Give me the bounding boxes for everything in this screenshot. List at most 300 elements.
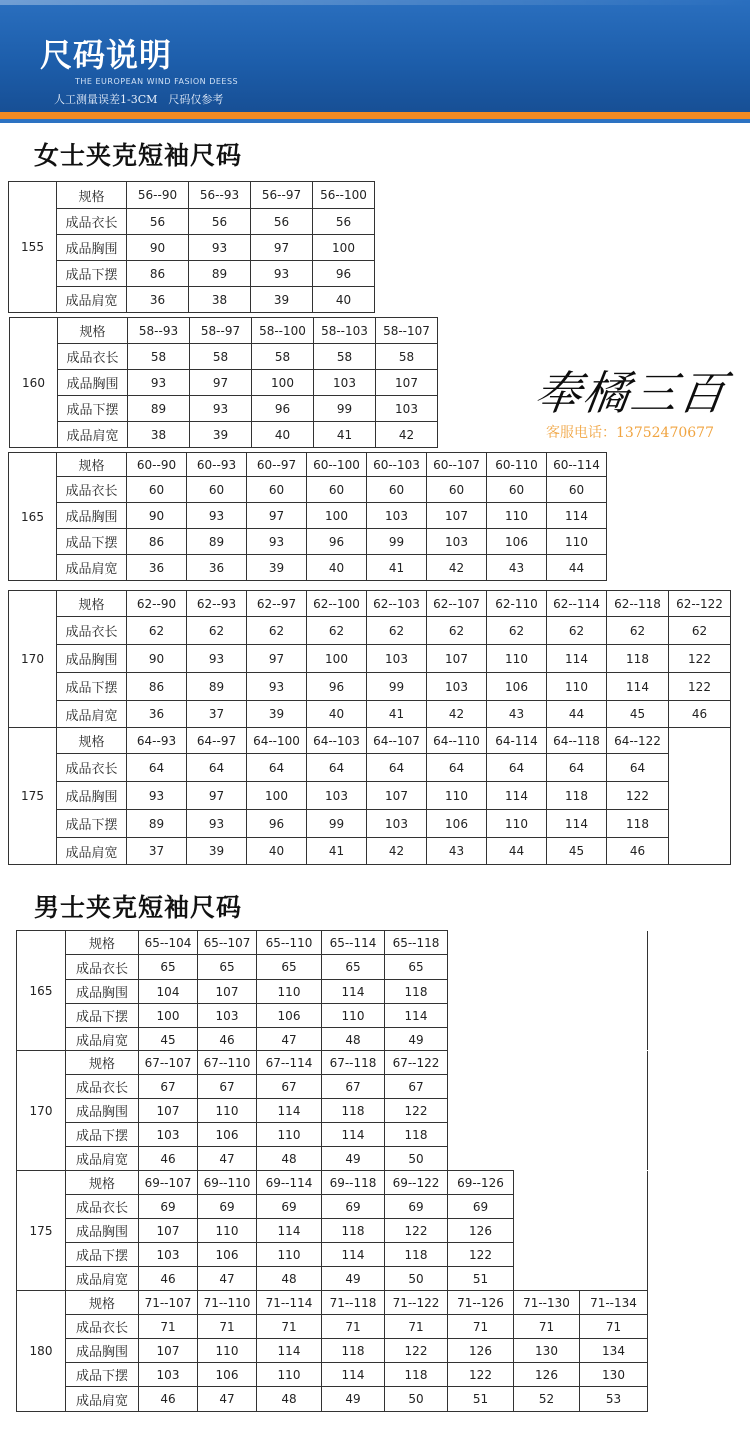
size-header: 71--107 xyxy=(139,1291,198,1315)
cell-value: 62 xyxy=(187,617,247,645)
row-label: 成品肩宽 xyxy=(57,555,127,581)
size-header: 62--97 xyxy=(247,591,307,617)
size-header: 58--100 xyxy=(252,318,314,344)
cell-value: 107 xyxy=(139,1099,198,1123)
header-orange-stripe xyxy=(0,112,750,119)
cell-value: 93 xyxy=(187,503,247,529)
cell-value: 36 xyxy=(187,555,247,581)
size-header: 56--90 xyxy=(127,182,189,209)
cell-value: 42 xyxy=(367,838,427,865)
cell-value: 93 xyxy=(127,782,187,810)
row-label: 成品衣长 xyxy=(66,1075,139,1099)
service-phone: 客服电话：13752470677 xyxy=(546,425,714,441)
cell-value: 42 xyxy=(376,422,438,448)
cell-value: 89 xyxy=(187,673,247,701)
cell-value: 71 xyxy=(322,1315,385,1339)
table-row xyxy=(10,396,438,422)
women-section-title: 女士夹克短袖尺码 xyxy=(34,141,243,170)
row-label: 成品下摆 xyxy=(66,1123,139,1147)
size-header: 69--107 xyxy=(139,1171,198,1195)
cell-value: 118 xyxy=(385,1363,448,1387)
cell-value: 107 xyxy=(427,645,487,673)
cell-value: 93 xyxy=(251,261,313,287)
size-header: 64--110 xyxy=(427,728,487,754)
cell-value: 39 xyxy=(251,287,313,313)
cell-value: 50 xyxy=(385,1387,448,1412)
cell-value: 64 xyxy=(427,754,487,782)
spec-label: 规格 xyxy=(66,1171,139,1195)
cell-value: 126 xyxy=(448,1339,514,1363)
cell-value: 100 xyxy=(139,1004,198,1028)
cell-value: 107 xyxy=(198,980,257,1004)
cell-value: 106 xyxy=(198,1243,257,1267)
row-label: 成品衣长 xyxy=(57,477,127,503)
size-header: 64--118 xyxy=(547,728,607,754)
cell-value: 49 xyxy=(322,1147,385,1171)
cell-value: 62 xyxy=(307,617,367,645)
cell-value: 110 xyxy=(487,645,547,673)
row-label: 成品肩宽 xyxy=(66,1147,139,1171)
cell-value: 118 xyxy=(385,1123,448,1147)
size-header: 62--114 xyxy=(547,591,607,617)
cell-value: 46 xyxy=(198,1028,257,1052)
cell-value: 118 xyxy=(385,1243,448,1267)
cell-value: 69 xyxy=(385,1195,448,1219)
table-row xyxy=(10,422,438,448)
cell-value: 58 xyxy=(376,344,438,370)
cell-value: 67 xyxy=(139,1075,198,1099)
cell-value: 89 xyxy=(189,261,251,287)
height-cell: 170 xyxy=(17,1051,66,1171)
size-header: 64-114 xyxy=(487,728,547,754)
row-label: 成品下摆 xyxy=(66,1004,139,1028)
cell-value: 60 xyxy=(307,477,367,503)
cell-value: 60 xyxy=(427,477,487,503)
cell-value: 58 xyxy=(190,344,252,370)
spec-label: 规格 xyxy=(66,1291,139,1315)
row-label: 成品下摆 xyxy=(57,673,127,701)
cell-value: 89 xyxy=(187,529,247,555)
row-label: 成品肩宽 xyxy=(66,1267,139,1291)
size-header: 58--103 xyxy=(314,318,376,344)
size-header: 65--107 xyxy=(198,931,257,955)
size-header: 60--90 xyxy=(127,453,187,477)
cell-value: 122 xyxy=(448,1243,514,1267)
cell-value: 65 xyxy=(385,955,448,980)
cell-value: 114 xyxy=(257,1339,322,1363)
size-header: 69--126 xyxy=(448,1171,514,1195)
size-header: 71--130 xyxy=(514,1291,580,1315)
cell-value: 99 xyxy=(367,673,427,701)
cell-value: 130 xyxy=(514,1339,580,1363)
cell-value: 71 xyxy=(257,1315,322,1339)
cell-value: 71 xyxy=(385,1315,448,1339)
women-size-table-175 xyxy=(8,727,731,865)
cell-value: 110 xyxy=(198,1219,257,1243)
cell-value: 93 xyxy=(190,396,252,422)
women-size-table-165 xyxy=(8,452,607,581)
size-header: 62--100 xyxy=(307,591,367,617)
cell-value: 103 xyxy=(367,503,427,529)
cell-value: 47 xyxy=(257,1028,322,1052)
cell-value: 71 xyxy=(198,1315,257,1339)
cell-value: 64 xyxy=(547,754,607,782)
cell-value: 40 xyxy=(307,555,367,581)
size-header: 67--107 xyxy=(139,1051,198,1075)
cell-value: 42 xyxy=(427,555,487,581)
cell-value: 65 xyxy=(322,955,385,980)
cell-value: 118 xyxy=(385,980,448,1004)
row-label: 成品下摆 xyxy=(57,810,127,838)
cell-value: 103 xyxy=(139,1363,198,1387)
cell-value: 41 xyxy=(367,701,427,728)
cell-value: 67 xyxy=(322,1075,385,1099)
cell-value: 118 xyxy=(607,810,669,838)
cell-value: 103 xyxy=(307,782,367,810)
cell-value: 100 xyxy=(247,782,307,810)
size-header: 71--126 xyxy=(448,1291,514,1315)
row-label: 成品肩宽 xyxy=(57,701,127,728)
cell-value: 114 xyxy=(257,1219,322,1243)
row-label: 成品衣长 xyxy=(66,955,139,980)
table-row xyxy=(9,782,731,810)
size-header: 62--90 xyxy=(127,591,187,617)
table-row xyxy=(9,754,731,782)
cell-value: 93 xyxy=(187,810,247,838)
spec-label: 规格 xyxy=(57,591,127,617)
height-cell: 180 xyxy=(17,1291,66,1412)
size-header: 69--114 xyxy=(257,1171,322,1195)
row-label: 成品胸围 xyxy=(66,980,139,1004)
size-header: 64--97 xyxy=(187,728,247,754)
cell-value: 60 xyxy=(487,477,547,503)
cell-value: 51 xyxy=(448,1387,514,1412)
cell-value: 126 xyxy=(514,1363,580,1387)
cell-value: 103 xyxy=(427,529,487,555)
cell-value: 37 xyxy=(187,701,247,728)
size-header: 58--93 xyxy=(128,318,190,344)
row-label: 成品下摆 xyxy=(57,529,127,555)
header-subtitle: THE EUROPEAN WIND FASION DEESS xyxy=(75,77,239,86)
cell-value: 97 xyxy=(247,503,307,529)
spec-label: 规格 xyxy=(57,453,127,477)
cell-value: 69 xyxy=(257,1195,322,1219)
row-label: 成品胸围 xyxy=(66,1099,139,1123)
cell-value: 56 xyxy=(313,209,375,235)
cell-value: 118 xyxy=(547,782,607,810)
cell-value: 103 xyxy=(367,645,427,673)
cell-value: 114 xyxy=(547,810,607,838)
cell-value: 114 xyxy=(547,503,607,529)
cell-value: 100 xyxy=(252,370,314,396)
cell-value: 60 xyxy=(127,477,187,503)
size-header: 64--93 xyxy=(127,728,187,754)
height-cell: 175 xyxy=(17,1171,66,1291)
cell-value: 64 xyxy=(187,754,247,782)
cell-value: 130 xyxy=(580,1363,648,1387)
size-header: 64--100 xyxy=(247,728,307,754)
cell-value: 71 xyxy=(448,1315,514,1339)
cell-value: 107 xyxy=(367,782,427,810)
size-header: 62--107 xyxy=(427,591,487,617)
cell-value: 97 xyxy=(251,235,313,261)
size-header: 60-110 xyxy=(487,453,547,477)
cell-value: 103 xyxy=(376,396,438,422)
table-row xyxy=(9,287,375,313)
cell-value: 64 xyxy=(127,754,187,782)
cell-value: 134 xyxy=(580,1339,648,1363)
cell-value: 64 xyxy=(367,754,427,782)
height-cell: 175 xyxy=(9,728,57,865)
size-header: 64--122 xyxy=(607,728,669,754)
cell-value: 107 xyxy=(139,1339,198,1363)
cell-value: 56 xyxy=(251,209,313,235)
row-label: 成品衣长 xyxy=(66,1315,139,1339)
cell-value: 62 xyxy=(127,617,187,645)
size-header: 67--114 xyxy=(257,1051,322,1075)
cell-value: 103 xyxy=(198,1004,257,1028)
spec-label: 规格 xyxy=(66,1051,139,1075)
size-header: 71--118 xyxy=(322,1291,385,1315)
cell-value: 65 xyxy=(257,955,322,980)
size-header: 64--103 xyxy=(307,728,367,754)
table-row xyxy=(17,1363,648,1387)
cell-value: 64 xyxy=(247,754,307,782)
cell-value: 45 xyxy=(547,838,607,865)
cell-value: 122 xyxy=(385,1219,448,1243)
cell-value: 62 xyxy=(607,617,669,645)
row-label: 成品下摆 xyxy=(57,261,127,287)
cell-value: 93 xyxy=(247,529,307,555)
table-row xyxy=(9,209,375,235)
size-header: 65--118 xyxy=(385,931,448,955)
cell-value: 62 xyxy=(547,617,607,645)
cell-value: 39 xyxy=(190,422,252,448)
cell-value: 90 xyxy=(127,235,189,261)
cell-value: 58 xyxy=(252,344,314,370)
table-row xyxy=(9,529,607,555)
height-cell: 155 xyxy=(9,182,57,313)
empty-cell xyxy=(448,931,648,1052)
cell-value: 114 xyxy=(322,1123,385,1147)
row-label: 成品衣长 xyxy=(58,344,128,370)
cell-value: 47 xyxy=(198,1147,257,1171)
size-header: 67--118 xyxy=(322,1051,385,1075)
size-header: 62-110 xyxy=(487,591,547,617)
cell-value: 86 xyxy=(127,261,189,287)
cell-value: 114 xyxy=(322,980,385,1004)
cell-value: 48 xyxy=(257,1387,322,1412)
cell-value: 65 xyxy=(139,955,198,980)
cell-value: 56 xyxy=(127,209,189,235)
cell-value: 44 xyxy=(487,838,547,865)
row-label: 成品胸围 xyxy=(57,782,127,810)
cell-value: 46 xyxy=(139,1387,198,1412)
cell-value: 118 xyxy=(322,1219,385,1243)
table-row xyxy=(9,235,375,261)
cell-value: 71 xyxy=(139,1315,198,1339)
header-note: 人工测量误差1-3CM 尺码仅参考 xyxy=(54,93,224,106)
cell-value: 48 xyxy=(257,1267,322,1291)
cell-value: 69 xyxy=(198,1195,257,1219)
table-row xyxy=(10,344,438,370)
empty-cell xyxy=(448,1051,648,1171)
cell-value: 62 xyxy=(669,617,731,645)
table-row xyxy=(9,810,731,838)
size-header: 60--107 xyxy=(427,453,487,477)
cell-value: 37 xyxy=(127,838,187,865)
cell-value: 69 xyxy=(139,1195,198,1219)
cell-value: 58 xyxy=(128,344,190,370)
cell-value: 96 xyxy=(307,673,367,701)
height-cell: 165 xyxy=(9,453,57,581)
cell-value: 60 xyxy=(187,477,247,503)
cell-value: 114 xyxy=(487,782,547,810)
row-label: 成品衣长 xyxy=(57,617,127,645)
cell-value: 86 xyxy=(127,529,187,555)
cell-value: 96 xyxy=(313,261,375,287)
cell-value: 100 xyxy=(313,235,375,261)
size-header: 65--114 xyxy=(322,931,385,955)
cell-value: 110 xyxy=(427,782,487,810)
size-header: 56--100 xyxy=(313,182,375,209)
cell-value: 110 xyxy=(257,980,322,1004)
size-header: 60--114 xyxy=(547,453,607,477)
cell-value: 65 xyxy=(198,955,257,980)
cell-value: 100 xyxy=(307,503,367,529)
cell-value: 41 xyxy=(314,422,376,448)
cell-value: 64 xyxy=(607,754,669,782)
cell-value: 64 xyxy=(487,754,547,782)
cell-value: 122 xyxy=(607,782,669,810)
cell-value: 86 xyxy=(127,673,187,701)
table-row xyxy=(9,645,731,673)
size-header: 64--107 xyxy=(367,728,427,754)
spec-label: 规格 xyxy=(57,182,127,209)
row-label: 成品胸围 xyxy=(57,645,127,673)
cell-value: 45 xyxy=(139,1028,198,1052)
size-header: 71--122 xyxy=(385,1291,448,1315)
table-row xyxy=(9,555,607,581)
brand-logo: 奉橘三百 xyxy=(531,366,731,420)
cell-value: 47 xyxy=(198,1387,257,1412)
men-section-title: 男士夹克短袖尺码 xyxy=(34,893,243,922)
table-row xyxy=(10,370,438,396)
cell-value: 110 xyxy=(322,1004,385,1028)
cell-value: 49 xyxy=(385,1028,448,1052)
row-label: 成品胸围 xyxy=(57,503,127,529)
men-size-table-180 xyxy=(16,1290,648,1412)
table-row xyxy=(9,261,375,287)
cell-value: 114 xyxy=(322,1363,385,1387)
women-size-table-155 xyxy=(8,181,375,313)
size-header: 69--110 xyxy=(198,1171,257,1195)
cell-value: 99 xyxy=(367,529,427,555)
cell-value: 48 xyxy=(257,1147,322,1171)
cell-value: 64 xyxy=(307,754,367,782)
table-row xyxy=(9,617,731,645)
empty-cell xyxy=(669,728,731,865)
cell-value: 106 xyxy=(427,810,487,838)
row-label: 成品胸围 xyxy=(66,1219,139,1243)
cell-value: 38 xyxy=(189,287,251,313)
row-label: 成品胸围 xyxy=(58,370,128,396)
cell-value: 103 xyxy=(139,1123,198,1147)
cell-value: 122 xyxy=(669,673,731,701)
cell-value: 67 xyxy=(385,1075,448,1099)
cell-value: 43 xyxy=(427,838,487,865)
size-header: 67--110 xyxy=(198,1051,257,1075)
cell-value: 97 xyxy=(247,645,307,673)
cell-value: 107 xyxy=(427,503,487,529)
men-size-table-175 xyxy=(16,1170,648,1291)
cell-value: 114 xyxy=(385,1004,448,1028)
cell-value: 60 xyxy=(547,477,607,503)
cell-value: 122 xyxy=(669,645,731,673)
cell-value: 118 xyxy=(607,645,669,673)
row-label: 成品下摆 xyxy=(58,396,128,422)
cell-value: 114 xyxy=(547,645,607,673)
cell-value: 41 xyxy=(307,838,367,865)
cell-value: 43 xyxy=(487,701,547,728)
cell-value: 97 xyxy=(190,370,252,396)
women-size-table-170 xyxy=(8,590,731,728)
cell-value: 93 xyxy=(187,645,247,673)
cell-value: 62 xyxy=(247,617,307,645)
size-header: 58--97 xyxy=(190,318,252,344)
cell-value: 67 xyxy=(198,1075,257,1099)
cell-value: 41 xyxy=(367,555,427,581)
cell-value: 36 xyxy=(127,555,187,581)
cell-value: 46 xyxy=(669,701,731,728)
row-label: 成品肩宽 xyxy=(66,1387,139,1412)
cell-value: 36 xyxy=(127,287,189,313)
cell-value: 110 xyxy=(487,810,547,838)
cell-value: 49 xyxy=(322,1267,385,1291)
cell-value: 118 xyxy=(322,1339,385,1363)
cell-value: 46 xyxy=(139,1267,198,1291)
cell-value: 103 xyxy=(367,810,427,838)
row-label: 成品衣长 xyxy=(57,754,127,782)
cell-value: 39 xyxy=(247,701,307,728)
cell-value: 93 xyxy=(128,370,190,396)
cell-value: 107 xyxy=(376,370,438,396)
row-label: 成品下摆 xyxy=(66,1243,139,1267)
cell-value: 106 xyxy=(198,1363,257,1387)
row-label: 成品胸围 xyxy=(57,235,127,261)
size-header: 56--93 xyxy=(189,182,251,209)
cell-value: 39 xyxy=(187,838,247,865)
page-title: 尺码说明 xyxy=(40,36,173,74)
row-label: 成品衣长 xyxy=(66,1195,139,1219)
cell-value: 99 xyxy=(314,396,376,422)
spec-label: 规格 xyxy=(58,318,128,344)
size-header: 69--122 xyxy=(385,1171,448,1195)
table-row xyxy=(9,673,731,701)
cell-value: 114 xyxy=(607,673,669,701)
cell-value: 126 xyxy=(448,1219,514,1243)
cell-value: 100 xyxy=(307,645,367,673)
men-size-table-170 xyxy=(16,1050,648,1171)
empty-cell xyxy=(514,1171,648,1291)
cell-value: 58 xyxy=(314,344,376,370)
cell-value: 103 xyxy=(314,370,376,396)
cell-value: 71 xyxy=(580,1315,648,1339)
cell-value: 39 xyxy=(247,555,307,581)
cell-value: 106 xyxy=(198,1123,257,1147)
cell-value: 44 xyxy=(547,701,607,728)
men-size-table-165 xyxy=(16,930,648,1052)
